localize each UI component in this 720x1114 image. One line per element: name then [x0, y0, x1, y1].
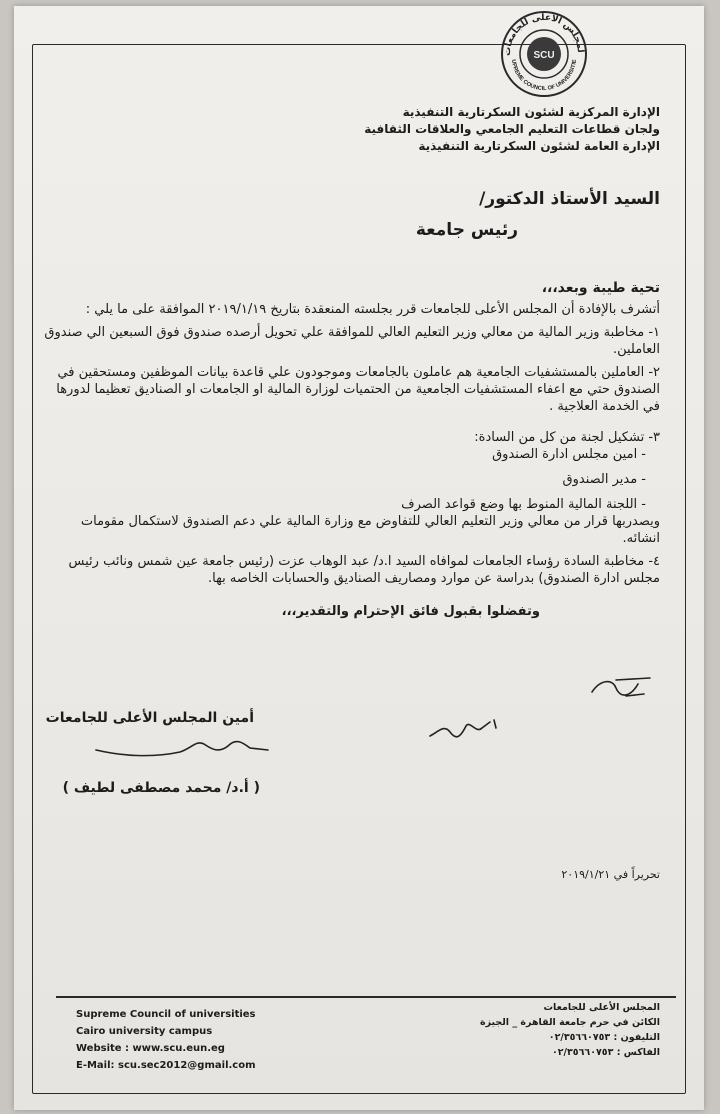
signatory-name: ( أ.د/ محمد مصطفى لطيف ) — [62, 780, 260, 796]
committee-member-1: - امين مجلس ادارة الصندوق — [492, 447, 646, 462]
item-3: ٣- تشكيل لجنة من كل من السادة: — [474, 430, 660, 445]
logo-emblem: SCU — [533, 50, 555, 61]
item-4: ٤- مخاطبة السادة رؤساء الجامعات لموافاه السيد ا.د/ عبد الوهاب عزت (رئيس جامعة عين شمس ونائب رئيس مجلس ادارة الصندوق) بدراسة عن موارد ومصاريف الصناديق والحسابات الخاصه بها. — [68, 554, 660, 586]
issuing-office — [364, 104, 660, 155]
letter-page — [14, 6, 704, 1110]
footer-divider — [56, 996, 676, 998]
footer-arabic — [480, 1000, 660, 1060]
item-2: ٢- العاملين بالمستشفيات الجامعية هم عاملون بالجامعات وموجودون علي قاعدة بيانات الموظفين ومستحقين في الصندوق حتي مع اعفاء المستشفيات الجامعية من الحتميات لوزارة المالية او الجامعات او الصناديق تعظيما لدورها في الخدمة العلاجية . — [56, 365, 660, 414]
handwritten-initials — [586, 672, 656, 706]
footer-en-line-1: Supreme Council of universities — [76, 1009, 256, 1020]
logo-arc-arabic: لمجلس الأعلى للجامعات — [502, 12, 586, 57]
signature-stroke — [92, 730, 272, 770]
committee-member-3: - اللجنة المالية المنوط بها وضع قواعد الصرف — [401, 497, 646, 512]
logo-arc-english: UPREME COUNCIL OF UNIVERSITIE — [509, 59, 579, 93]
signatory-title: أمين المجلس الأعلى للجامعات — [45, 710, 254, 726]
footer-en-website: Website : www.scu.eun.eg — [76, 1043, 225, 1054]
closing-line: وتفضلوا بقبول فائق الإحترام والتقدير،،، — [281, 604, 540, 619]
committee-note: ويصدربها قرار من معالي وزير التعليم العالي للتفاوض مع وزارة المالية علي دعم الصندوق لاستكمال مقومات انشائه. — [80, 514, 660, 546]
letter-body — [40, 280, 660, 620]
committee-member-2: - مدير الصندوق — [562, 472, 646, 487]
footer-ar-line-2: الكائن في حرم جامعة القاهرة _ الجيزة — [480, 1017, 660, 1028]
office-line-1: الإدارة المركزية لشئون السكرتارية التنفيذية — [402, 105, 660, 119]
footer-english — [76, 1006, 256, 1074]
footer-ar-line-1: المجلس الأعلى للجامعات — [543, 1002, 660, 1013]
scu-logo — [498, 8, 590, 100]
addressee-title: رئيس جامعة — [415, 220, 518, 240]
footer-en-line-2: Cairo university campus — [76, 1026, 213, 1037]
issue-date: تحريراً في ٢٠١٩/١/٢١ — [561, 868, 660, 881]
handwritten-signature-right — [424, 714, 504, 744]
office-line-3: الإدارة العامة لشئون السكرتارية التنفيذية — [418, 139, 660, 153]
addressee: السيد الأستاذ الدكتور/ — [479, 189, 660, 209]
footer-ar-fax: الفاكس : ٠٢/٣٥٦٦٠٧٥٣ — [551, 1047, 660, 1058]
intro-paragraph: أتشرف بالإفادة أن المجلس الأعلى للجامعات قرر بجلسته المنعقدة بتاريخ ٢٠١٩/١/١٩ الموافقة على ما يلي : — [85, 302, 660, 317]
item-1: ١- مخاطبة وزير المالية من معالي وزير التعليم العالي للموافقة علي تحويل أرصده صندوق فوق السبعين الي صندوق العاملين. — [44, 325, 660, 357]
office-line-2: ولجان قطاعات التعليم الجامعي والعلاقات الثقافية — [364, 122, 660, 136]
greeting: تحية طيبة وبعد،،، — [541, 280, 660, 296]
footer-ar-phone: التليفون : ٠٢/٣٥٦٦٠٧٥٣ — [548, 1032, 660, 1043]
footer-en-email: E-Mail: scu.sec2012@gmail.com — [76, 1060, 256, 1071]
